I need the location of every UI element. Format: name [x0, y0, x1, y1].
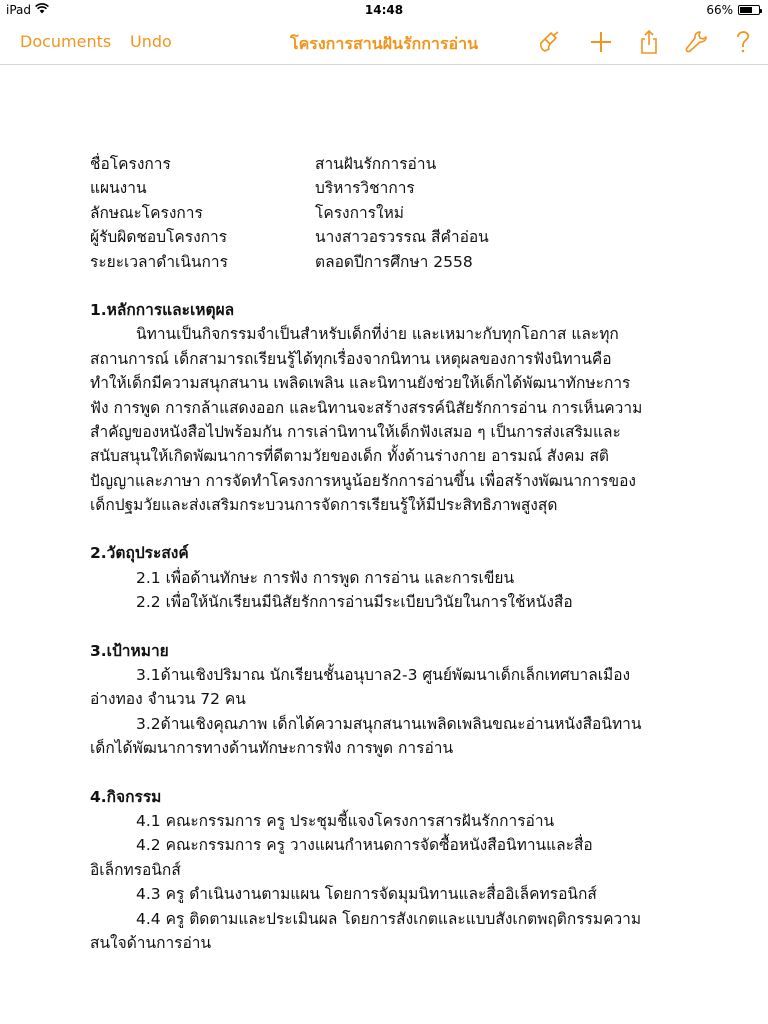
info-label: ลักษณะโครงการ	[90, 203, 203, 222]
device-label: iPad	[6, 3, 32, 17]
info-label: ระยะเวลาดำเนินการ	[90, 252, 228, 271]
info-row-duration	[90, 250, 690, 274]
toolbar	[0, 20, 768, 65]
section-rationale	[90, 298, 690, 518]
document-title: โครงการสานฝันรักการอ่าน	[289, 34, 479, 53]
paragraph-line: สนับสนุนให้เกิดพัฒนาการที่ดีตามวัยของเด็ก ทั้งด้านร่างกาย อารมณ์ สังคม สติ	[90, 447, 609, 466]
list-item-continued: สนใจด้านการอ่าน	[90, 933, 212, 952]
info-label: แผนงาน	[90, 179, 147, 198]
list-item: 2.2 เพื่อให้นักเรียนมีนิสัยรักการอ่านมีระเบียบวินัยในการใช้หนังสือ	[136, 593, 573, 612]
battery-icon	[738, 5, 760, 15]
section-title: 2.วัตถุประสงค์	[90, 544, 189, 563]
info-row-owner	[90, 225, 690, 249]
share-icon[interactable]	[636, 29, 662, 55]
list-item-continued: เด็กได้พัฒนาการทางด้านทักษะการฟัง การพูด การอ่าน	[90, 739, 454, 758]
paragraph-line: เด็กปฐมวัยและส่งเสริมกระบวนการจัดการเรียนรู้ให้มีประสิทธิภาพสูงสุด	[90, 496, 558, 515]
paragraph-line: สถานการณ์ เด็กสามารถเรียนรู้ได้ทุกเรื่องจากนิทาน เหตุผลของการฟังนิทานคือ	[90, 349, 612, 368]
info-label: ชื่อโครงการ	[90, 155, 171, 173]
paragraph-line: ทำให้เด็กมีความสนุกสนาน เพลิดเพลิน และนิทานยังช่วยให้เด็กได้พัฒนาทักษะการ	[90, 374, 631, 393]
section-title: 1.หลักการและเหตุผล	[90, 300, 235, 319]
paragraph-line: นิทานเป็นกิจกรรมจำเป็นสำหรับเด็กที่ง่าย และเหมาะกับทุกโอกาส และทุก	[136, 325, 619, 344]
status-right	[706, 3, 760, 17]
info-row-name	[90, 152, 690, 176]
section-goals	[90, 639, 690, 761]
section-objectives	[90, 541, 690, 614]
paragraph-line: ฟัง การพูด การกล้าแสดงออก และนิทานจะสร้างสรรค์นิสัยรักการอ่าน การเห็นความ	[90, 398, 643, 417]
wrench-icon[interactable]	[683, 29, 709, 55]
help-icon[interactable]	[730, 29, 756, 55]
paragraph-line: ปัญญาและภาษา การจัดทำโครงการหนูน้อยรักการอ่านขึ้น เพื่อสร้างพัฒนาการของ	[90, 471, 636, 490]
list-item-continued: อ่างทอง จำนวน 72 คน	[90, 690, 246, 709]
status-time: 14:48	[364, 3, 404, 17]
undo-button[interactable]: Undo	[130, 32, 172, 51]
section-activities	[90, 785, 690, 956]
info-value: บริหารวิชาการ	[315, 179, 415, 198]
list-item: 4.3 ครู ดำเนินงานตามแผน โดยการจัดมุมนิทานและสื่ออิเล็คทรอนิกส์	[136, 885, 597, 904]
battery-fill	[740, 7, 752, 13]
paragraph-line: สำคัญของหนังสือไปพร้อมกัน การเล่านิทานให้เด็กฟังเสมอ ๆ เป็นการส่งเสริมและ	[90, 422, 621, 441]
list-item-continued: อิเล็กทรอนิกส์	[90, 860, 181, 879]
list-item: 3.1ด้านเชิงปริมาณ นักเรียนชั้นอนุบาล2-3 ศูนย์พัฒนาเด็กเล็กเทศบาลเมือง	[136, 666, 631, 685]
document-body[interactable]	[90, 152, 690, 955]
status-bar	[0, 0, 768, 20]
info-value: ตลอดปีการศึกษา 2558	[315, 252, 473, 271]
info-value: โครงการใหม่	[315, 203, 405, 222]
list-item: 4.4 ครู ติดตามและประเมินผล โดยการสังเกตและแบบสังเกตพฤติกรรมความ	[136, 909, 642, 928]
info-label: ผู้รับผิดชอบโครงการ	[90, 228, 228, 247]
list-item: 4.2 คณะกรรมการ ครู วางแผนกำหนดการจัดซื้อหนังสือนิทานและสื่อ	[136, 836, 593, 855]
plus-icon[interactable]	[588, 29, 614, 55]
section-title: 4.กิจกรรม	[90, 787, 162, 806]
section-title: 3.เป้าหมาย	[90, 641, 169, 660]
info-row-type	[90, 201, 690, 225]
info-value: สานฝันรักการอ่าน	[315, 155, 437, 173]
list-item: 3.2ด้านเชิงคุณภาพ เด็กได้ความสนุกสนานเพลิดเพลินขณะอ่านหนังสือนิทาน	[136, 714, 642, 733]
documents-button[interactable]: Documents	[20, 32, 112, 51]
brush-icon[interactable]	[537, 29, 563, 55]
project-info	[90, 152, 690, 274]
list-item: 2.1 เพื่อด้านทักษะ การฟัง การพูด การอ่าน และการเขียน	[136, 568, 515, 587]
info-value: นางสาวอรวรรณ สีคำอ่อน	[315, 228, 489, 247]
battery-percent: 66%	[706, 3, 733, 17]
list-item: 4.1 คณะกรรมการ ครู ประชุมชี้แจงโครงการสารฝันรักการอ่าน	[136, 811, 555, 830]
info-row-plan	[90, 176, 690, 200]
